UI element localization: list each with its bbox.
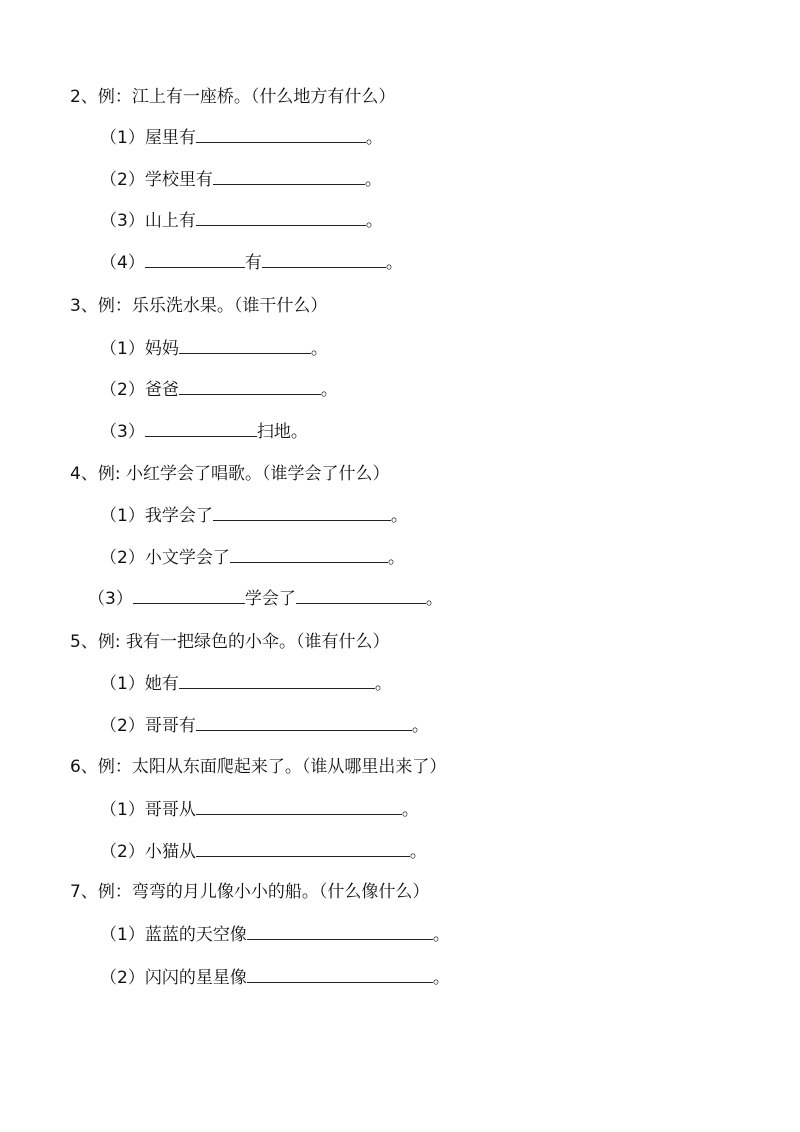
answer-blank[interactable] xyxy=(196,838,410,857)
answer-blank[interactable] xyxy=(262,249,386,268)
exercise-item xyxy=(100,711,429,741)
item-number: （2） xyxy=(100,170,145,190)
exercise-item xyxy=(88,584,443,614)
item-mid: 学会了 xyxy=(244,589,296,609)
exercise-item xyxy=(100,920,450,950)
exercise-item xyxy=(100,543,405,573)
item-number: （2） xyxy=(100,968,145,988)
item-prompt: 哥哥有 xyxy=(144,716,196,736)
item-number: （3） xyxy=(88,589,133,609)
heading-text: 5、例: 我有一把绿色的小伞。（谁有什么） xyxy=(70,632,390,652)
item-prompt: 哥哥从 xyxy=(144,800,196,820)
item-end: 。 xyxy=(432,968,450,988)
item-prompt: 小猫从 xyxy=(144,842,196,862)
item-prompt: 小文学会了 xyxy=(144,548,230,568)
item-end: 。 xyxy=(425,589,443,609)
item-number: （2） xyxy=(100,842,145,862)
answer-blank[interactable] xyxy=(213,502,391,521)
answer-blank[interactable] xyxy=(179,670,375,689)
item-end: 。 xyxy=(411,716,429,736)
item-end: 。 xyxy=(432,925,450,945)
exercise-item xyxy=(100,123,383,153)
item-prompt: 她有 xyxy=(144,674,179,694)
section-heading xyxy=(70,627,389,657)
answer-blank[interactable] xyxy=(145,418,257,437)
item-end: 。 xyxy=(310,339,328,359)
section-heading xyxy=(70,291,327,321)
heading-text: 4、例: 小红学会了唱歌。（谁学会了什么） xyxy=(70,464,390,484)
exercise-item xyxy=(100,669,392,699)
section-heading xyxy=(70,877,429,907)
exercise-item xyxy=(100,501,408,531)
answer-blank[interactable] xyxy=(247,921,433,940)
item-number: （4） xyxy=(100,253,145,273)
answer-blank[interactable] xyxy=(230,544,388,563)
item-prompt: 妈妈 xyxy=(144,339,179,359)
exercise-item xyxy=(100,334,328,364)
item-number: （2） xyxy=(100,716,145,736)
answer-blank[interactable] xyxy=(247,964,433,983)
item-end: 。 xyxy=(365,211,383,231)
item-mid: 有 xyxy=(244,253,262,273)
item-end: 。 xyxy=(365,128,383,148)
item-prompt: 爸爸 xyxy=(144,380,179,400)
item-number: （3） xyxy=(100,211,145,231)
item-end: 。 xyxy=(390,506,408,526)
section-heading xyxy=(70,752,446,782)
item-end: 。 xyxy=(385,253,403,273)
exercise-item xyxy=(100,837,427,867)
answer-blank[interactable] xyxy=(196,207,366,226)
heading-text: 3、例：乐乐洗水果。（谁干什么） xyxy=(70,296,328,316)
item-end: 。 xyxy=(387,548,405,568)
item-prompt: 学校里有 xyxy=(144,170,213,190)
item-mid: 扫地。 xyxy=(256,422,308,442)
item-number: （3） xyxy=(100,422,145,442)
heading-text: 7、例：弯弯的月儿像小小的船。（什么像什么） xyxy=(70,882,430,902)
heading-text: 2、例：江上有一座桥。（什么地方有什么） xyxy=(70,87,396,107)
item-number: （1） xyxy=(100,506,145,526)
item-prompt: 我学会了 xyxy=(144,506,213,526)
item-prompt: 山上有 xyxy=(144,211,196,231)
exercise-item xyxy=(100,165,382,195)
item-end: 。 xyxy=(364,170,382,190)
exercise-item xyxy=(100,417,308,447)
answer-blank[interactable] xyxy=(196,796,402,815)
answer-blank[interactable] xyxy=(145,249,245,268)
heading-text: 6、例：太阳从东面爬起来了。（谁从哪里出来了） xyxy=(70,757,447,777)
item-end: 。 xyxy=(320,380,338,400)
item-number: （1） xyxy=(100,674,145,694)
exercise-item xyxy=(100,795,419,825)
item-end: 。 xyxy=(374,674,392,694)
answer-blank[interactable] xyxy=(196,124,366,143)
item-number: （2） xyxy=(100,380,145,400)
exercise-item xyxy=(100,206,383,236)
item-number: （1） xyxy=(100,925,145,945)
item-prompt: 屋里有 xyxy=(144,128,196,148)
exercise-item xyxy=(100,248,403,278)
item-number: （1） xyxy=(100,800,145,820)
item-number: （1） xyxy=(100,128,145,148)
section-heading xyxy=(70,82,395,112)
exercise-item xyxy=(100,375,338,405)
exercise-item xyxy=(100,963,450,993)
answer-blank[interactable] xyxy=(196,712,412,731)
answer-blank[interactable] xyxy=(179,376,321,395)
answer-blank[interactable] xyxy=(296,585,426,604)
answer-blank[interactable] xyxy=(133,585,245,604)
item-prompt: 蓝蓝的天空像 xyxy=(144,925,247,945)
item-prompt: 闪闪的星星像 xyxy=(144,968,247,988)
item-number: （1） xyxy=(100,339,145,359)
item-number: （2） xyxy=(100,548,145,568)
item-end: 。 xyxy=(401,800,419,820)
item-end: 。 xyxy=(409,842,427,862)
answer-blank[interactable] xyxy=(213,166,365,185)
section-heading xyxy=(70,459,389,489)
answer-blank[interactable] xyxy=(179,335,311,354)
